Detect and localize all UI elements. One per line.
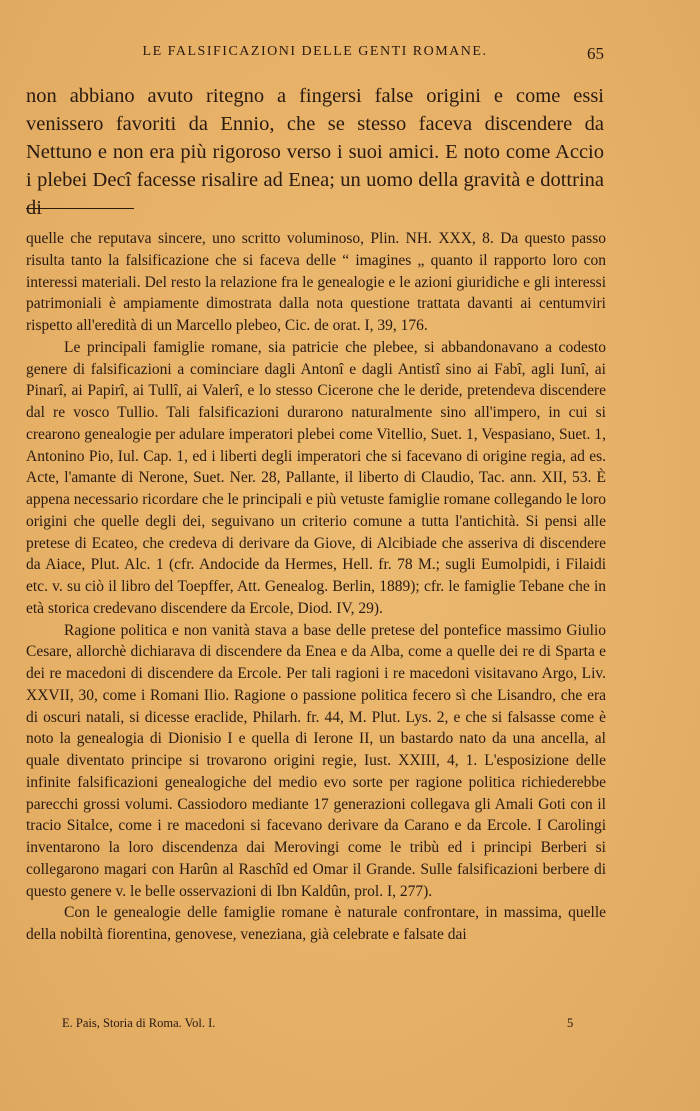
footnote-separator — [26, 208, 134, 209]
page-number: 65 — [587, 44, 604, 63]
running-title: LE FALSIFICAZIONI DELLE GENTI ROMANE. — [142, 44, 488, 59]
footnotes — [26, 228, 606, 946]
body-paragraph: non abbiano avuto ritegno a fingersi false origini e come essi venissero favoriti da Ennio, che se stesso faceva discendere da Nettuno e non era più rigoroso verso i suoi amici. E noto come Accio i plebei Decî facesse risalire ad Enea; un uomo della gravità e dottrina di — [26, 85, 604, 219]
footnote-paragraph: Con le genealogie delle famiglie romane è naturale confrontare, in massima, quelle della nobiltà fiorentina, genovese, veneziana, già celebrate e falsate dai — [26, 904, 606, 943]
footer-source: E. Pais, Storia di Roma. Vol. I. — [62, 1016, 216, 1030]
footnote-paragraph: quelle che reputava sincere, uno scritto voluminoso, Plin. NH. XXX, 8. Da questo passo risulta tanto la falsificazione che si faceva delle “ imagines „ quanto il rapporto loro con interessi materiali. Del resto la relazione fra le genealogie e le azioni giuridiche e gli interessi patrimoniali è ampiamente dimostrata dalla nota questione trattata davanti ai centumviri rispetto all'eredità di un Marcello plebeo, Cic. de orat. I, 39, 176. — [26, 230, 606, 334]
footnote-paragraph: Ragione politica e non vanità stava a base delle pretese del pontefice massimo Giulio Cesare, allorchè dichiarava di discendere da Enea e da Alba, come a quelle dei re di Sparta e dei re macedoni di discendere da Ercole. Per tali ragioni i re macedoni visitavano Argo, Liv. XXVII, 30, come i Romani Ilio. Ragione o passione politica fecero sì che Lisandro, che era di oscuri natali, si dicesse eraclide, Philarh. fr. 44, M. Plut. Lys. 2, e che si falsasse come è noto la genealogia di Dionisio I e quella di Ierone II, un bastardo nato da una ancella, al quale diventato principe si trovarono origini regie, Iust. XXIII, 4, 1. L'esposizione delle infinite falsificazioni genealogiche del medio evo sorte per ragione politica richiederebbe parecchi grossi volumi. Cassiodoro mediante 17 generazioni collegava gli Amali Goti con il tracio Sitalce, come i re macedoni si facevano derivare da Carano e da Ercole. I Carolingi inventarono la loro discendenza dai Merovingi come le tribù ed i principi Berberi si collegarono magari con Harûn al Raschîd ed Omar il Grande. Sulle falsificazioni berbere di questo genere v. le belle osservazioni di Ibn Kaldûn, prol. I, 277). — [26, 621, 606, 900]
footnote-paragraph: Le principali famiglie romane, sia patricie che plebee, si abbandonavano a codesto genere di falsificazioni a cominciare dagli Antonî e dagli Antistî sino ai Fabî, agli Iunî, ai Pinarî, ai Papirî, ai Tullî, ai Valerî, e lo stesso Cicerone che le deride, pretendeva discendere dal re vosco Tullio. Tali falsificazioni durarono naturalmente sino all'impero, in cui si crearono genealogie per adulare imperatori plebei come Vitellio, Suet. 1, Vespasiano, Suet. 1, Antonino Pio, Iul. Cap. 1, ed i liberti degli imperatori che si facevano di origine regia, ad es. Acte, l'amante di Nerone, Suet. Ner. 28, Pallante, il liberto di Claudio, Tac. ann. XII, 53. È appena necessario ricordare che le principali e più vetuste famiglie romane collegando le loro origini che quelle degli dei, seguivano un criterio comune a tutta l'antichità. Si pensi alle pretese di Ecateo, che credeva di derivare da Giove, di Alcibiade che asseriva di discendere da Aiace, Plut. Alc. 1 (cfr. Andocide da Hermes, Hell. fr. 78 M.; sugli Eumolpidi, i Filaidi etc. v. su ciò il libro del Toepffer, Att. Genealog. Berlin, 1889); cfr. le famiglie Tebane che in età storica credevano discendere da Ercole, Diod. IV, 29). — [26, 338, 606, 617]
footer-signature: 5 — [567, 1016, 574, 1030]
